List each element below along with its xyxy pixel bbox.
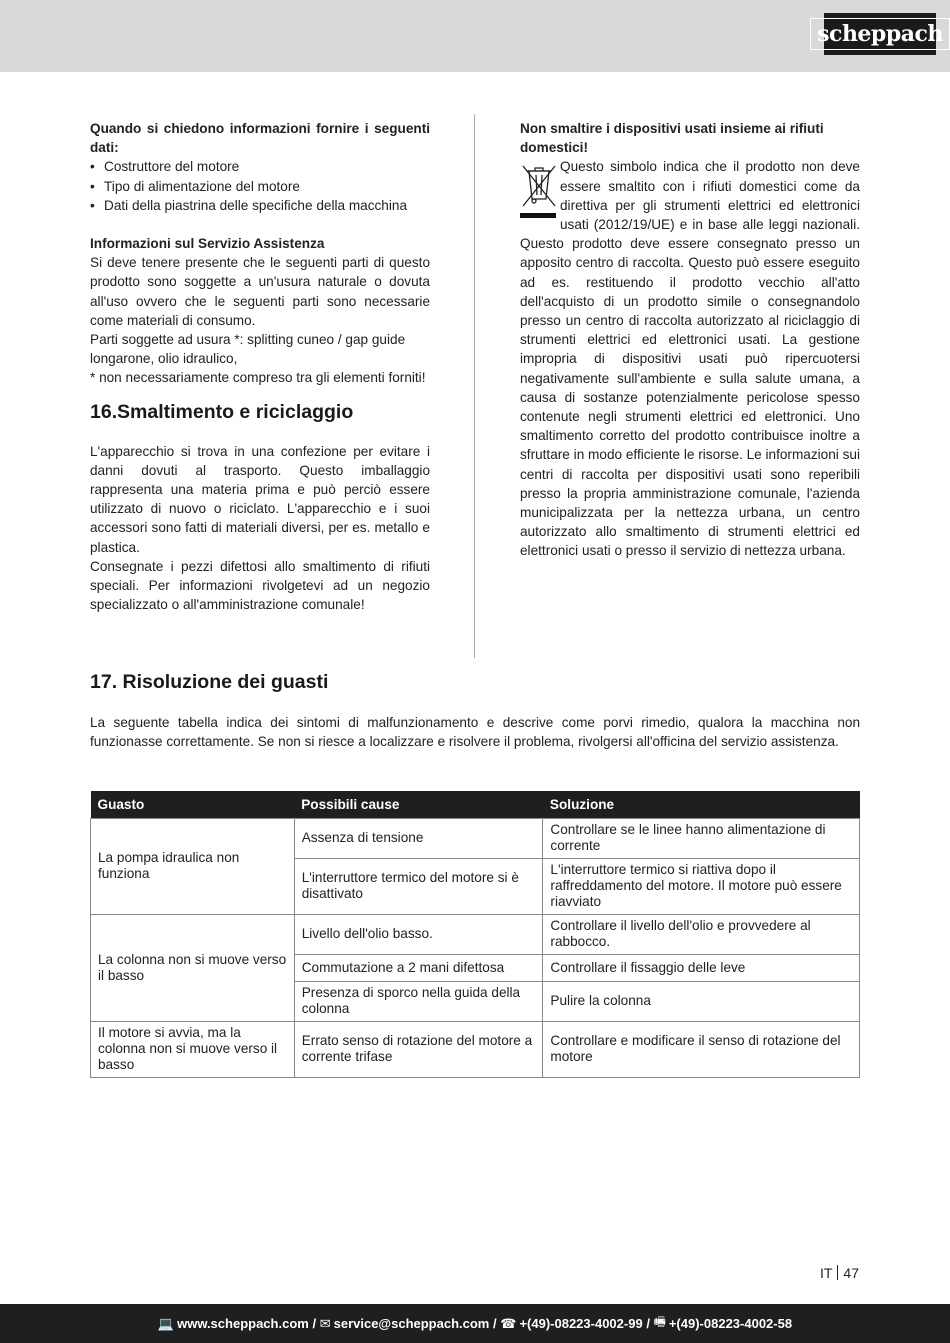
right-column: [520, 119, 860, 561]
wear-parts-text: Parti soggette ad usura *: splitting cuneo / gap guide longarone, olio idraulico,: [90, 332, 406, 367]
scheppach-logo: [817, 13, 943, 55]
section-17: [90, 670, 860, 751]
left-column: [90, 119, 430, 614]
column-header-causes: Possibili cause: [294, 791, 543, 818]
fault-cell: La pompa idraulica non funziona: [91, 818, 295, 914]
page-footer: [0, 1304, 950, 1343]
note-text: * non necessariamente compreso tra gli elementi forniti!: [90, 370, 426, 386]
footer-website[interactable]: www.scheppach.com: [177, 1316, 309, 1331]
solution-cell: Controllare se le linee hanno alimentazione di corrente: [543, 818, 860, 858]
table-row: [91, 1021, 860, 1077]
cause-cell: Errato senso di rotazione del motore a corrente trifase: [294, 1021, 543, 1077]
page-language: IT: [819, 1265, 833, 1281]
page-header: [0, 0, 950, 72]
section-17-title: 17. Risoluzione dei guasti: [90, 671, 329, 693]
info-item: • Dati della piastrina delle specifiche della macchina: [90, 196, 430, 215]
footer-email[interactable]: service@scheppach.com: [333, 1316, 490, 1331]
info-item: • Costruttore del motore: [90, 157, 430, 176]
phone-icon: ☎: [500, 1315, 517, 1331]
cause-cell: Assenza di tensione: [294, 818, 543, 858]
section-17-intro: La seguente tabella indica dei sintomi di malfunzionamento e descrive come porvi rimedio, qualora la macchina non funzionasse correttamente. Se non si riesce a localizzare e risolvere il problema, rivolgersi all'officina del servizio assistenza.: [90, 715, 860, 750]
column-header-solution: Soluzione: [543, 791, 860, 818]
service-text: Si deve tenere presente che le seguenti parti di questo prodotto sono soggette a un'usura naturale o dovuta all'uso ovvero che le seguenti parti sono necessarie come materiali di consumo.: [90, 255, 430, 328]
service-heading: Informazioni sul Servizio Assistenza: [90, 236, 325, 252]
column-divider: [474, 114, 475, 658]
column-header-fault: Guasto: [91, 791, 295, 818]
fault-cell: Il motore si avvia, ma la colonna non si muove verso il basso: [91, 1021, 295, 1077]
section-16-paragraph: L'apparecchio si trova in una confezione per evitare i danni dovuti al trasporto. Questo imballaggio rappresenta una materia prima e può perciò essere utilizzato di nuovo o riciclato. L'apparecchio e i suoi accessori sono fatti di materiali diversi, per es. metallo e plastica.: [90, 443, 430, 555]
computer-icon: 💻: [157, 1315, 175, 1331]
cause-cell: Commutazione a 2 mani difettosa: [294, 954, 543, 981]
solution-cell: L'interruttore termico si riattiva dopo il raffreddamento del motore. Il motore può essere riavviato: [543, 858, 860, 914]
troubleshooting-table: [90, 791, 860, 1078]
info-heading: Quando si chiedono informazioni fornire i seguenti dati:: [90, 121, 430, 156]
weee-text: Questo simbolo indica che il prodotto non deve essere smaltito con i rifiuti domestici come da direttiva per gli strumenti elettrici ed elettronici usati (2012/19/UE) e in base alle leggi nazionali. Questo prodotto deve essere consegnato presso un apposito centro di raccolta. Questo può essere eseguito ad es. restituendo il prodotto vecchio all'atto dell'acquisto di un prodotto simile o consegnandolo presso un centro di raccolta autorizzato al riciclaggio di strumenti elettrici ed elettronici usati. La gestione impropria di dispositivi usati può ripercuotersi negativamente sull'ambiente e sulla salute umana, a causa di sostanze potenzialmente pericolose spesso contenute negli strumenti elettrici ed elettronici. Uno smaltimento corretto del prodotto contribuisce inoltre a sfruttare in modo efficiente le risorse. Le informazioni sui centri di raccolta per dispositivi usati sono reperibili presso la propria amministrazione comunale, l'azienda municipalizzata per la nettezza urbana, un centro autorizzato allo smaltimento di strumenti elettrici ed elettronici usati o presso il servizio di nettezza urbana.: [520, 159, 860, 559]
solution-cell: Controllare il livello dell'olio e provvedere al rabbocco.: [543, 914, 860, 954]
page-number: [820, 1265, 859, 1281]
info-item: • Tipo di alimentazione del motore: [90, 177, 430, 196]
mail-icon: ✉: [319, 1315, 331, 1331]
section-16-paragraph: Consegnate i pezzi difettosi allo smaltimento di rifiuti speciali. Per informazioni rivolgetevi ad un negozio specializzato o all'amministrazione comunale!: [90, 558, 430, 613]
page-number-separator: [837, 1265, 838, 1280]
table-row: [91, 818, 860, 858]
table-header-row: [91, 791, 860, 818]
section-16-number: 16.: [90, 400, 118, 423]
footer-separator: /: [312, 1316, 317, 1331]
page-number-value: 47: [843, 1265, 859, 1281]
table-row: [91, 914, 860, 954]
section-16-title-text: Smaltimento e riciclaggio: [117, 400, 354, 423]
solution-cell: Controllare il fissaggio delle leve: [543, 954, 860, 981]
section-16-title: [90, 400, 430, 424]
fax-icon: 🖷: [653, 1313, 666, 1329]
crossed-out-wheelie-bin-icon: [520, 159, 560, 219]
footer-separator: /: [493, 1316, 497, 1331]
logo-text: scheppach: [810, 18, 950, 50]
solution-cell: Pulire la colonna: [543, 981, 860, 1021]
footer-phone: +(49)-08223-4002-99: [519, 1316, 643, 1331]
cause-cell: Livello dell'olio basso.: [294, 914, 543, 954]
footer-fax: +(49)-08223-4002-58: [668, 1316, 793, 1331]
fault-cell: La colonna non si muove verso il basso: [91, 914, 295, 1021]
footer-separator: /: [646, 1316, 650, 1331]
weee-heading: Non smaltire i dispositivi usati insieme ai rifiuti domestici!: [520, 121, 824, 156]
solution-cell: Controllare e modificare il senso di rotazione del motore: [543, 1021, 860, 1077]
cause-cell: Presenza di sporco nella guida della colonna: [294, 981, 543, 1021]
cause-cell: L'interruttore termico del motore si è disattivato: [294, 858, 543, 914]
info-list: [90, 157, 430, 215]
